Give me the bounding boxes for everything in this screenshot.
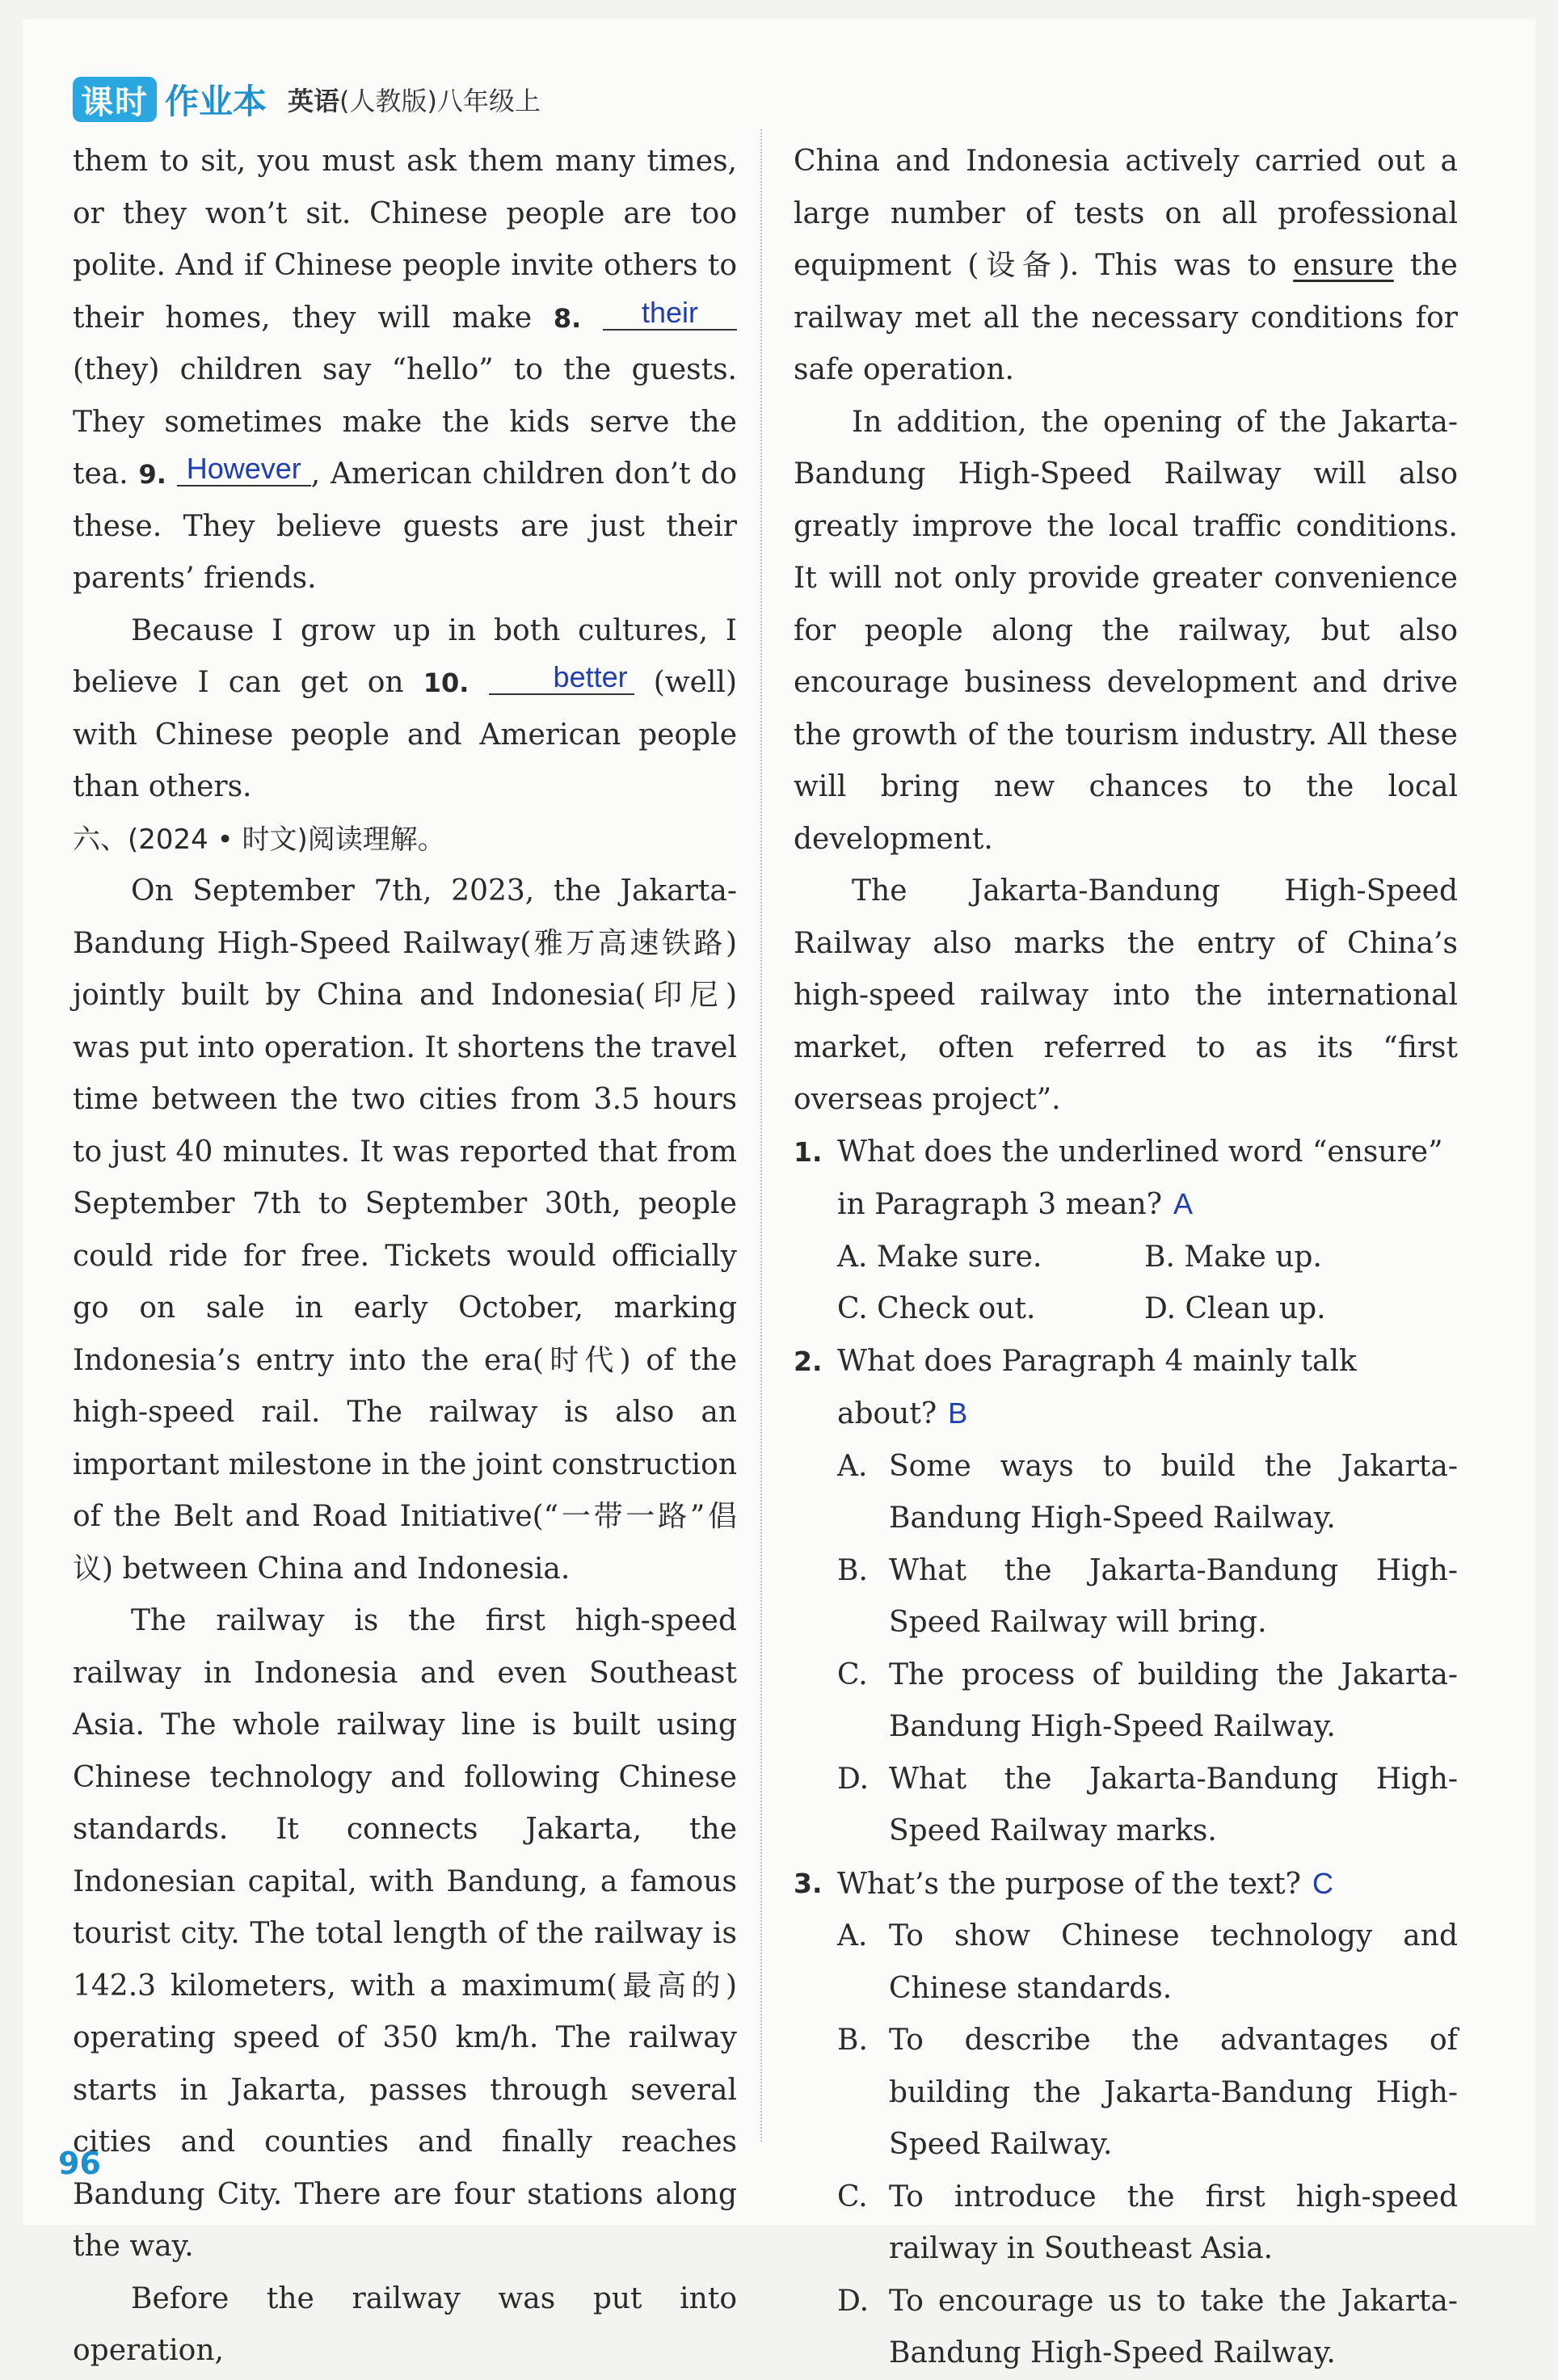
- option-label: B.: [1144, 1240, 1175, 1274]
- option-b[interactable]: [794, 2015, 1458, 2171]
- text-segment: , American children don’t do these. They believe guests are just their parents’ friends.: [73, 457, 738, 595]
- blank-number: 10.: [423, 668, 470, 698]
- option-b[interactable]: [794, 1545, 1458, 1649]
- blank-number: 8.: [553, 302, 582, 334]
- option-text: To show Chinese technology and Chinese standards.: [889, 1919, 1458, 2005]
- question-number: 3.: [794, 1867, 823, 1899]
- paragraph-grow-up: [73, 605, 737, 814]
- question-3: [794, 1858, 1458, 1911]
- question-text: [837, 1127, 1458, 1232]
- text-segment: China and Indonesia actively carried out a large number of tests on all professional equipment (设备). This was to: [794, 145, 1458, 282]
- text-segment: (they) children say “hello” to the guests. They sometimes make the kids serve the tea.: [73, 353, 737, 491]
- answer-blank-10[interactable]: better: [489, 661, 634, 695]
- question-text: [837, 1336, 1458, 1441]
- section-heading: 六、(2024 • 时文)阅读理解。: [73, 823, 445, 856]
- reading-paragraph-3-start: Before the railway was put into operation,: [73, 2281, 737, 2367]
- option-text: What the Jakarta-Bandung High-Speed Railway will bring.: [889, 1553, 1458, 1639]
- option-a[interactable]: [837, 1232, 1144, 1284]
- text-segment: (well) with Chinese people and American people than others.: [73, 666, 737, 803]
- subject-label: [288, 81, 541, 118]
- question-number: 1.: [794, 1135, 823, 1168]
- question-text: [837, 1858, 1458, 1911]
- option-text: Check out.: [877, 1292, 1036, 1325]
- text-segment: Because I grow up in both cultures, I believe I can get on: [73, 613, 737, 699]
- option-c[interactable]: [794, 1649, 1458, 1754]
- option-label: C.: [837, 1658, 868, 1691]
- option-a[interactable]: [794, 1910, 1458, 2015]
- option-text: Make up.: [1184, 1240, 1322, 1274]
- text-segment: the railway met all the necessary conditions for safe operation.: [794, 249, 1458, 386]
- option-label: A.: [837, 1240, 868, 1274]
- option-text: Some ways to build the Jakarta-Bandung High-Speed Railway.: [889, 1449, 1458, 1535]
- column-divider: [760, 129, 762, 2142]
- option-label: A.: [837, 1449, 868, 1483]
- option-label: C.: [837, 2180, 868, 2214]
- question-stem: What does the underlined word “ensure” in Paragraph 3 mean?: [837, 1135, 1443, 1221]
- subject-name: 英语: [288, 86, 340, 116]
- right-column: [794, 136, 1458, 2380]
- option-label: D.: [1144, 1292, 1177, 1325]
- question-number: 2.: [794, 1345, 823, 1377]
- answer-blank-9[interactable]: However: [177, 453, 311, 487]
- answer-blank-8[interactable]: their: [603, 297, 737, 331]
- option-text: To encourage us to take the Jakarta-Bandung High-Speed Railway.: [889, 2284, 1458, 2369]
- option-d[interactable]: [1144, 1283, 1451, 1336]
- paragraph-culture: [73, 136, 737, 605]
- option-text: Clean up.: [1185, 1292, 1326, 1325]
- header: [73, 71, 541, 128]
- question-stem: What does Paragraph 4 mainly talk about?: [837, 1344, 1357, 1430]
- left-column: [73, 136, 737, 2378]
- reading-paragraph-4: In addition, the opening of the Jakarta-Bandung High-Speed Railway will also greatly improve the local traffic conditions. It will not only provide greater convenience for people along the railway, but also encourage business development and drive the growth of the tourism industry. All these will bring new chances to the local development.: [794, 405, 1458, 856]
- option-label: C.: [837, 1292, 868, 1325]
- question-2: [794, 1336, 1458, 1441]
- option-label: B.: [837, 1553, 868, 1587]
- reading-paragraph-3-end: [794, 136, 1458, 397]
- options-row: [794, 1232, 1458, 1284]
- option-a[interactable]: [794, 1441, 1458, 1545]
- option-text: Make sure.: [876, 1240, 1042, 1274]
- answer-mark: A: [1173, 1187, 1194, 1220]
- option-text: The process of building the Jakarta-Bandung High-Speed Railway.: [889, 1658, 1458, 1743]
- brand-logo: 课时: [73, 77, 157, 122]
- page-number: 96: [58, 2146, 101, 2181]
- option-c[interactable]: [837, 1283, 1144, 1336]
- reading-paragraph-1: On September 7th, 2023, the Jakarta-Bandung High-Speed Railway(雅万高速铁路) jointly built by China and Indonesia(印尼) was put into operation. It shortens the travel time between the two cities from 3.5 hours to just 40 minutes. It was reported that from September 7th to September 30th, people could ride for free. Tickets would officially go on sale in early October, marking Indonesia’s entry into the era(时代) of the high-speed rail. The railway is also an important milestone in the joint construction of the Belt and Road Initiative(“一带一路”倡议) between China and Indonesia.: [73, 874, 737, 1586]
- option-d[interactable]: [794, 1754, 1458, 1858]
- option-label: D.: [837, 2284, 870, 2318]
- answer-mark: B: [948, 1396, 968, 1430]
- question-1: [794, 1127, 1458, 1232]
- option-label: A.: [837, 1919, 868, 1952]
- reading-paragraph-2: The railway is the first high-speed railway in Indonesia and even Southeast Asia. The whole railway line is built using Chinese technology and following Chinese standards. It connects Jakarta, the Indonesian capital, with Bandung, a famous tourist city. The total length of the railway is 142.3 kilometers, with a maximum(最高的) operating speed of 350 km/h. The railway starts in Jakarta, passes through several cities and counties and finally reaches Bandung City. There are four stations along the way.: [73, 1604, 737, 2263]
- option-d[interactable]: [794, 2276, 1458, 2380]
- reading-paragraph-5: The Jakarta-Bandung High-Speed Railway also marks the entry of China’s high-speed railway into the international market, often referred to as its “first overseas project”.: [794, 874, 1458, 1116]
- option-text: To introduce the first high-speed railway in Southeast Asia.: [889, 2180, 1458, 2265]
- edition-label: (人教版)八年级上: [339, 86, 541, 116]
- option-c[interactable]: [794, 2171, 1458, 2276]
- question-stem: What’s the purpose of the text?: [837, 1867, 1301, 1901]
- underlined-word: ensure: [1293, 249, 1394, 282]
- option-text: To describe the advantages of building the Jakarta-Bandung High-Speed Railway.: [889, 2024, 1458, 2161]
- option-b[interactable]: [1144, 1232, 1451, 1284]
- text-segment: them to sit, you must ask them many times, or they won’t sit. Chinese people are too polite. And if Chinese people invite others to their homes, they will make: [73, 145, 737, 335]
- brand-title: 作业本: [165, 82, 267, 121]
- answer-mark: C: [1312, 1866, 1333, 1900]
- option-label: B.: [837, 2024, 868, 2057]
- blank-number: 9.: [138, 459, 166, 490]
- option-text: What the Jakarta-Bandung High-Speed Railway marks.: [889, 1762, 1458, 1847]
- option-label: D.: [837, 1762, 870, 1796]
- options-row: [794, 1283, 1458, 1336]
